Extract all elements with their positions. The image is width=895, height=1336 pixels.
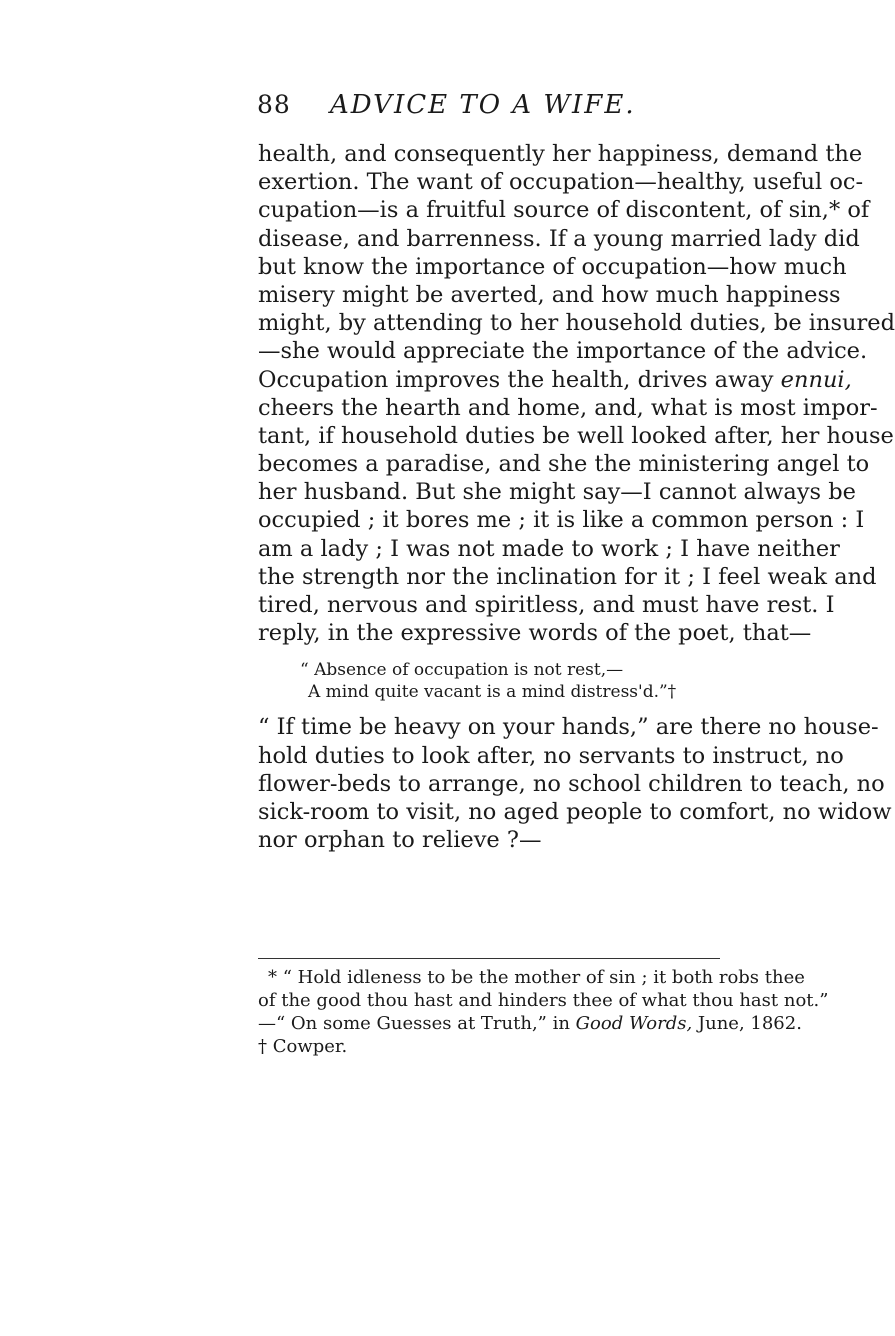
body-text <box>258 140 895 854</box>
text-line-start: Occupation improves the health, drives away <box>258 366 774 393</box>
text-line: misery might be averted, and how much happiness <box>258 281 841 308</box>
text-line: “ If time be heavy on your hands,” are there no house- <box>258 714 879 741</box>
text-line: her husband. But she might say—I cannot always be <box>258 479 856 506</box>
text-line: reply, in the expressive words of the poet, that— <box>258 620 812 647</box>
running-head <box>0 90 800 120</box>
text-line: disease, and barrenness. If a young married lady did <box>258 225 860 252</box>
text-line: becomes a paradise, and she the ministering angel to <box>258 451 870 478</box>
text-line: hold duties to look after, no servants to instruct, no <box>258 742 844 769</box>
text-line <box>258 366 852 394</box>
running-title: ADVICE TO A WIFE. <box>330 90 636 120</box>
footnote-line <box>258 1012 802 1035</box>
footnote-citation-start: —“ On some Guesses at Truth,” in <box>258 1013 570 1034</box>
text-line: nor orphan to relieve ?— <box>258 827 542 854</box>
footnote-publication-title: Good Words, <box>575 1013 693 1034</box>
footnote-line: * “ Hold idleness to be the mother of sin ; it both robs thee <box>268 967 805 988</box>
text-line: might, by attending to her household duties, be insured <box>258 310 895 337</box>
verse-line: “ Absence of occupation is not rest,— <box>300 660 624 681</box>
footnote-line: † Cowper. <box>258 1036 348 1057</box>
text-line: the strength nor the inclination for it ; I feel weak and <box>258 563 877 590</box>
footnote-rule <box>258 958 720 959</box>
italic-word: ennui, <box>780 366 852 393</box>
text-line: but know the importance of occupation—how much <box>258 253 847 280</box>
text-line: —she would appreciate the importance of the advice. <box>258 338 868 365</box>
footnote-line: of the good thou hast and hinders thee of what thou hast not.” <box>258 990 829 1011</box>
verse-line: A mind quite vacant is a mind distress'd.”† <box>308 682 677 703</box>
text-line: cupation—is a fruitful source of discontent, of sin,* of <box>258 197 870 224</box>
footnotes <box>258 966 829 1058</box>
text-line: cheers the hearth and home, and, what is most impor- <box>258 394 878 421</box>
footnote-citation-date: June, 1862. <box>697 1013 802 1034</box>
text-line: am a lady ; I was not made to work ; I have neither <box>258 535 840 562</box>
text-line: sick-room to visit, no aged people to comfort, no widow <box>258 798 892 825</box>
text-line: health, and consequently her happiness, demand the <box>258 141 863 167</box>
verse-quotation <box>258 659 720 703</box>
text-line: occupied ; it bores me ; it is like a common person : I <box>258 507 865 534</box>
text-line: tired, nervous and spiritless, and must have rest. I <box>258 592 835 618</box>
page-number: 88 <box>257 90 291 119</box>
text-line: tant, if household duties be well looked after, her house <box>258 422 894 449</box>
text-line: flower-beds to arrange, no school children to teach, no <box>258 770 885 797</box>
text-line: exertion. The want of occupation—healthy, useful oc- <box>258 169 864 196</box>
